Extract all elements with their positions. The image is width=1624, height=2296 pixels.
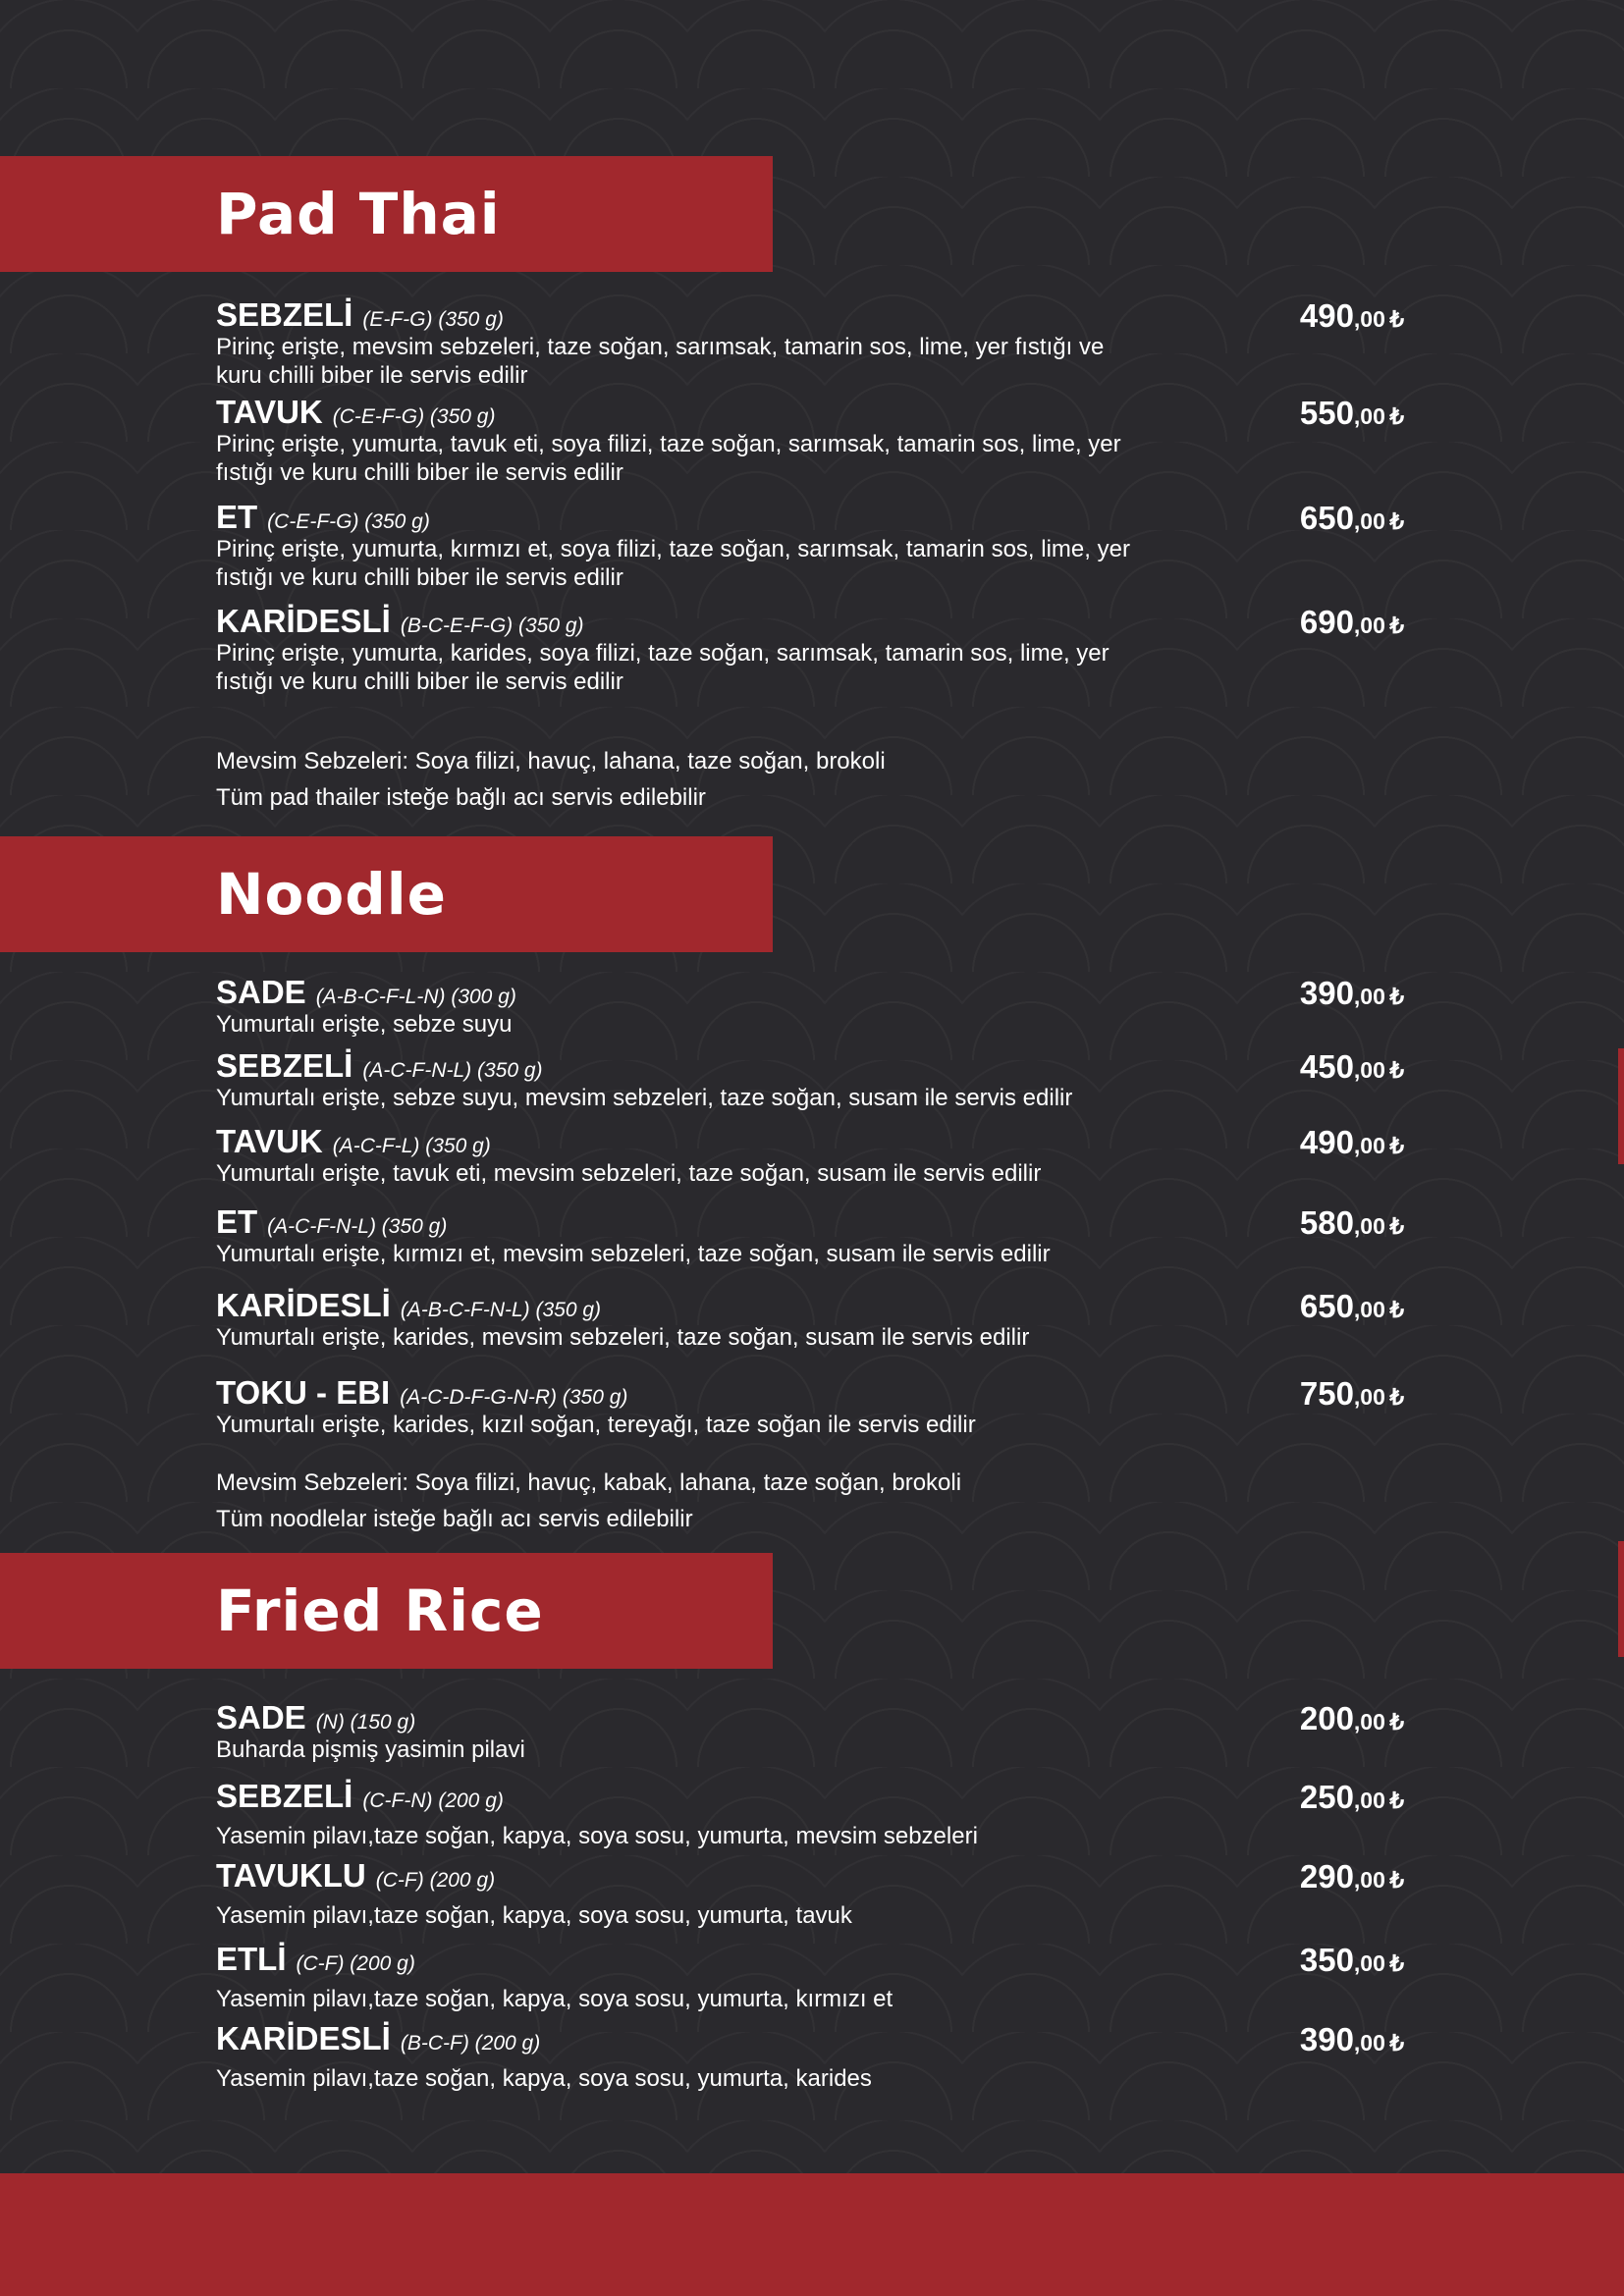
menu-item <box>216 500 1404 592</box>
menu-item <box>216 1779 1404 1850</box>
item-description: Pirinç erişte, yumurta, tavuk eti, soya filizi, taze soğan, sarımsak, tamarin sos, lime, yer fıstığı ve kuru chilli biber ile servis edilir <box>216 431 1121 486</box>
menu-item <box>216 297 1404 390</box>
item-allergens: (A-C-F-L) (350 g) <box>332 1135 491 1157</box>
item-price: 650,00 ₺ <box>1299 500 1404 536</box>
section-title: Noodle <box>216 861 447 928</box>
section-title: Fried Rice <box>216 1577 544 1644</box>
item-name: SEBZELİ <box>216 1778 353 1814</box>
section-note: Tüm noodlelar isteğe bağlı acı servis edilebilir <box>216 1506 693 1532</box>
item-description: Yumurtalı erişte, kırmızı et, mevsim sebzeleri, taze soğan, susam ile servis edilir <box>216 1241 1051 1267</box>
menu-item <box>216 604 1404 696</box>
item-price: 200,00 ₺ <box>1299 1700 1404 1736</box>
item-allergens: (C-E-F-G) (350 g) <box>332 405 496 428</box>
item-description: Yumurtalı erişte, sebze suyu <box>216 1011 513 1038</box>
section-header-pad-thai <box>0 156 773 272</box>
item-allergens: (B-C-F) (200 g) <box>400 2032 541 2055</box>
item-description: Yumurtalı erişte, sebze suyu, mevsim sebzeleri, taze soğan, susam ile servis edilir <box>216 1085 1073 1111</box>
item-price: 490,00 ₺ <box>1299 1124 1404 1160</box>
item-name: SEBZELİ <box>216 296 353 333</box>
item-name: TAVUK <box>216 394 323 430</box>
item-name: KARİDESLİ <box>216 603 391 639</box>
menu-item <box>216 1375 1404 1439</box>
item-description: Yumurtalı erişte, tavuk eti, mevsim sebzeleri, taze soğan, susam ile servis edilir <box>216 1160 1042 1187</box>
menu-item <box>216 1048 1404 1112</box>
item-name: TAVUKLU <box>216 1857 366 1894</box>
menu-item <box>216 2021 1404 2093</box>
section-note: Mevsim Sebzeleri: Soya filizi, havuç, lahana, taze soğan, brokoli <box>216 748 886 774</box>
item-description: Pirinç erişte, yumurta, karides, soya filizi, taze soğan, sarımsak, tamarin sos, lime, yer fıstığı ve kuru chilli biber ile servis edilir <box>216 640 1110 695</box>
item-price: 290,00 ₺ <box>1299 1858 1404 1895</box>
item-description: Pirinç erişte, mevsim sebzeleri, taze soğan, sarımsak, tamarin sos, lime, yer fıstığı ve kuru chilli biber ile servis edilir <box>216 334 1105 389</box>
item-name: KARİDESLİ <box>216 1287 391 1323</box>
footer-band <box>0 2173 1624 2296</box>
item-allergens: (A-C-D-F-G-N-R) (350 g) <box>400 1386 628 1409</box>
item-description: Yumurtalı erişte, karides, mevsim sebzeleri, taze soğan, susam ile servis edilir <box>216 1324 1030 1351</box>
section-title: Pad Thai <box>216 181 501 247</box>
item-description: Yumurtalı erişte, karides, kızıl soğan, tereyağı, taze soğan ile servis edilir <box>216 1412 976 1438</box>
item-price: 750,00 ₺ <box>1299 1375 1404 1412</box>
item-name: TAVUK <box>216 1123 323 1159</box>
section-header-noodle <box>0 836 773 952</box>
item-allergens: (E-F-G) (350 g) <box>362 308 504 331</box>
item-name: TOKU - EBI <box>216 1374 391 1411</box>
item-description: Yasemin pilavı,taze soğan, kapya, soya sosu, yumurta, tavuk <box>216 1902 852 1929</box>
item-price: 390,00 ₺ <box>1299 2021 1404 2057</box>
item-price: 550,00 ₺ <box>1299 395 1404 431</box>
item-price: 490,00 ₺ <box>1299 297 1404 334</box>
item-allergens: (A-B-C-F-N-L) (350 g) <box>400 1299 602 1321</box>
section-note: Mevsim Sebzeleri: Soya filizi, havuç, kabak, lahana, taze soğan, brokoli <box>216 1469 962 1496</box>
item-name: ET <box>216 1203 258 1240</box>
item-description: Yasemin pilavı,taze soğan, kapya, soya sosu, yumurta, karides <box>216 2065 872 2092</box>
item-description: Yasemin pilavı,taze soğan, kapya, soya sosu, yumurta, kırmızı et <box>216 1986 893 2012</box>
item-allergens: (C-F) (200 g) <box>296 1952 415 1975</box>
item-name: ETLİ <box>216 1941 287 1977</box>
section-header-fried-rice <box>0 1553 773 1669</box>
item-price: 580,00 ₺ <box>1299 1204 1404 1241</box>
item-description: Buharda pişmiş yasimin pilavi <box>216 1736 525 1763</box>
item-name: SEBZELİ <box>216 1047 353 1084</box>
item-name: KARİDESLİ <box>216 2020 391 2056</box>
menu-item <box>216 1700 1404 1764</box>
item-allergens: (C-F) (200 g) <box>375 1869 496 1892</box>
item-allergens: (A-C-F-N-L) (350 g) <box>362 1059 543 1082</box>
item-price: 450,00 ₺ <box>1299 1048 1404 1085</box>
menu-item <box>216 1204 1404 1268</box>
menu-item <box>216 1124 1404 1188</box>
menu-item <box>216 1288 1404 1352</box>
menu-item <box>216 1942 1404 2013</box>
item-price: 250,00 ₺ <box>1299 1779 1404 1815</box>
item-allergens: (C-E-F-G) (350 g) <box>267 510 430 533</box>
item-price: 650,00 ₺ <box>1299 1288 1404 1324</box>
item-allergens: (N) (150 g) <box>315 1711 416 1734</box>
item-allergens: (A-B-C-F-L-N) (300 g) <box>315 986 516 1008</box>
item-allergens: (A-C-F-N-L) (350 g) <box>267 1215 448 1238</box>
edge-accent <box>1618 1048 1624 1164</box>
item-name: ET <box>216 499 258 535</box>
menu-item <box>216 975 1404 1039</box>
edge-accent <box>1618 1541 1624 1657</box>
item-name: SADE <box>216 1699 306 1735</box>
item-price: 690,00 ₺ <box>1299 604 1404 640</box>
item-name: SADE <box>216 974 306 1010</box>
item-price: 390,00 ₺ <box>1299 975 1404 1011</box>
item-allergens: (B-C-E-F-G) (350 g) <box>400 614 584 637</box>
item-price: 350,00 ₺ <box>1299 1942 1404 1978</box>
menu-item <box>216 395 1404 487</box>
menu-item <box>216 1858 1404 1930</box>
item-allergens: (C-F-N) (200 g) <box>362 1789 504 1812</box>
item-description: Yasemin pilavı,taze soğan, kapya, soya sosu, yumurta, mevsim sebzeleri <box>216 1823 978 1849</box>
section-note: Tüm pad thailer isteğe bağlı acı servis edilebilir <box>216 784 706 811</box>
item-description: Pirinç erişte, yumurta, kırmızı et, soya filizi, taze soğan, sarımsak, tamarin sos, lime, yer fıstığı ve kuru chilli biber ile servis edilir <box>216 536 1130 591</box>
